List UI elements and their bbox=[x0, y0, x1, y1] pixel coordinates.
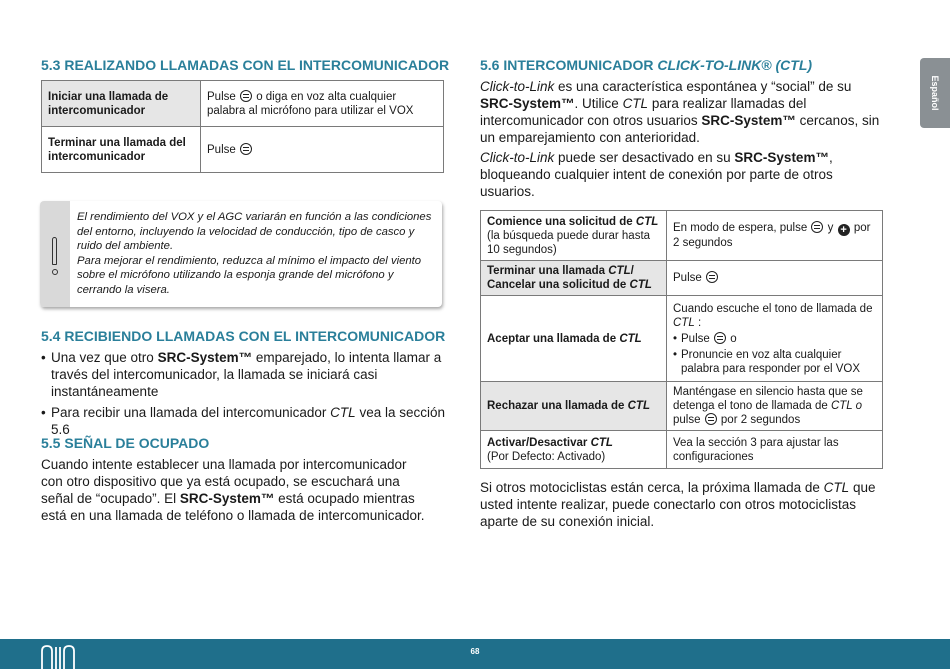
section-5-5-title: 5.5 SEÑAL DE OCUPADO bbox=[41, 435, 210, 451]
note-strip bbox=[40, 201, 70, 307]
section-5-3-title: 5.3 REALIZANDO LLAMADAS CON EL INTERCOMUNICADOR bbox=[41, 57, 450, 73]
value-text: Pulse bbox=[207, 143, 236, 156]
row-value bbox=[201, 81, 444, 127]
text: puede ser desactivado en su bbox=[558, 150, 731, 165]
ctl-term: CTL bbox=[590, 436, 613, 449]
value-text: por 2 segundos bbox=[720, 414, 801, 426]
intercom-button-icon bbox=[811, 221, 823, 233]
language-tab bbox=[920, 58, 950, 128]
note-box bbox=[40, 201, 442, 307]
value-text: Cuando escuche el tono de llamada de bbox=[673, 302, 873, 315]
note-line: Para mejorar el rendimiento, reduzca al mínimo el impacto del viento sobre el micrófono utilizando la esponja grande del micrófono y cerrando la visera. bbox=[77, 254, 422, 296]
list-item bbox=[41, 404, 446, 438]
plus-button-icon: + bbox=[838, 224, 850, 236]
table-row bbox=[481, 431, 883, 469]
list-item: • Pulse o bbox=[673, 332, 737, 345]
ctl-term: CTL bbox=[627, 400, 650, 412]
text: Click-to-Link bbox=[480, 79, 555, 94]
ctl-term: CTL bbox=[622, 96, 649, 111]
product-name: SRC-System™ bbox=[480, 96, 575, 111]
row-label bbox=[481, 261, 667, 296]
label-sub: (Por Defecto: Activado) bbox=[487, 450, 606, 463]
language-tab-label: Español bbox=[930, 75, 940, 111]
value-text: pulse bbox=[673, 414, 701, 426]
ctl-intro-paragraph bbox=[480, 78, 880, 146]
row-value bbox=[667, 296, 883, 382]
product-name: SRC-System™ bbox=[179, 491, 275, 506]
row-value bbox=[667, 211, 883, 261]
page-number: 68 bbox=[470, 647, 480, 656]
ctl-term: CTL o bbox=[830, 400, 863, 412]
row-label bbox=[481, 382, 667, 431]
table-row bbox=[481, 382, 883, 431]
ctl-term: CTL bbox=[673, 316, 695, 329]
value-text: Pulse bbox=[681, 332, 710, 345]
value-text: Pulse bbox=[673, 272, 702, 284]
text: emparejado, lo intenta llamar a través del intercomunicador, la llamada se iniciará casi instantáneamente bbox=[51, 350, 442, 399]
text: Para recibir una llamada del intercomunicador bbox=[51, 405, 327, 420]
ctl-term: CTL bbox=[330, 405, 356, 420]
text: , bloqueando cualquier intent de conexión por parte de otros usuarios. bbox=[480, 150, 833, 199]
row-label: Terminar una llamada del intercomunicador bbox=[42, 127, 201, 173]
label-text: Rechazar una llamada de bbox=[487, 400, 625, 412]
busy-signal-paragraph bbox=[41, 456, 431, 524]
value-text: En modo de espera, pulse bbox=[673, 222, 808, 234]
product-name: SRC-System™ bbox=[734, 150, 829, 165]
table-row bbox=[481, 211, 883, 261]
ctl-disable-paragraph bbox=[480, 149, 880, 200]
text: Click-to-Link bbox=[480, 150, 555, 165]
text: está ocupado mientras está en una llamada de teléfono o llamada de intercomunicador. bbox=[41, 491, 425, 523]
row-value: Vea la sección 3 para ajustar las configuraciones bbox=[667, 431, 883, 469]
label-sub: (la búsqueda puede durar hasta 10 segundos) bbox=[487, 229, 651, 256]
value-text: o bbox=[730, 332, 737, 345]
list-item: • Pronuncie en voz alta cualquier palabra para responder por el VOX bbox=[673, 348, 860, 375]
note-line: El rendimiento del VOX y el AGC variarán en función a las condiciones del entorno, incluyendo la velocidad de conducción, tipo de casco y ruido del ambiente. bbox=[77, 211, 432, 252]
row-label bbox=[481, 211, 667, 261]
text: cercanos, sin un emparejamiento con anterioridad. bbox=[480, 113, 880, 145]
section-5-6-title bbox=[480, 57, 812, 73]
exclamation-icon bbox=[51, 237, 59, 277]
intercom-button-icon bbox=[714, 332, 726, 344]
ctl-term: CTL bbox=[629, 279, 652, 291]
text: . Utilice bbox=[574, 96, 619, 111]
value-text: y bbox=[827, 222, 834, 234]
value-text: : bbox=[697, 316, 702, 329]
table-row bbox=[481, 296, 883, 382]
value-text: Manténgase en silencio hasta que se detenga el tono de llamada de bbox=[673, 386, 863, 412]
text: para realizar llamadas del intercomunicador con otros usuarios bbox=[480, 96, 807, 128]
section-5-4-title: 5.4 RECIBIENDO LLAMADAS CON EL INTERCOMUNICADOR bbox=[41, 328, 446, 344]
label-text: Aceptar una llamada de bbox=[487, 332, 617, 345]
text: Una vez que otro bbox=[51, 350, 154, 365]
ctl-term: CTL bbox=[608, 265, 631, 277]
text: que usted intente realizar, puede conectarlo con otros motociclistas aparte de su conexión inicial. bbox=[480, 480, 876, 529]
receive-call-list bbox=[41, 349, 446, 442]
list-item bbox=[41, 349, 446, 400]
row-label: Iniciar una llamada de intercomunicador bbox=[42, 81, 201, 127]
intercom-button-icon bbox=[705, 413, 717, 425]
value-text: o diga en voz alta cualquier palabra al micrófono para utilizar el VOX bbox=[207, 90, 414, 117]
text: Cuando intente establecer una llamada por intercomunicador con otro dispositivo que ya está ocupado, se escuchará una señal de “ocupado”. El bbox=[41, 457, 407, 506]
ctl-table bbox=[480, 210, 883, 469]
intercom-button-icon bbox=[706, 271, 718, 283]
text: Si otros motociclistas están cerca, la próxima llamada de bbox=[480, 480, 820, 495]
intercom-button-icon bbox=[240, 143, 252, 155]
intercom-call-table bbox=[41, 80, 444, 173]
value-text: Pronuncie en voz alta cualquier palabra para responder por el VOX bbox=[681, 348, 860, 375]
label-text: Terminar una llamada bbox=[487, 265, 606, 277]
ctl-term: CTL bbox=[619, 332, 642, 345]
ctl-proximity-paragraph bbox=[480, 479, 880, 530]
row-label bbox=[481, 431, 667, 469]
value-text: Pulse bbox=[207, 90, 236, 103]
page-footer bbox=[0, 639, 950, 669]
table-row bbox=[42, 127, 444, 173]
table-row bbox=[481, 261, 883, 296]
product-name: SRC-System™ bbox=[701, 113, 796, 128]
text: es una característica espontánea y “social” de su bbox=[558, 79, 852, 94]
note-text bbox=[77, 210, 432, 297]
row-value bbox=[201, 127, 444, 173]
title-text: 5.6 INTERCOMUNICADOR bbox=[480, 57, 654, 73]
label-text: Comience una solicitud de bbox=[487, 215, 633, 228]
ctl-term: CTL bbox=[823, 480, 850, 495]
title-text: CLICK-TO-LINK® (CTL) bbox=[657, 57, 813, 73]
label-text: Activar/Desactivar bbox=[487, 436, 588, 449]
table-row bbox=[42, 81, 444, 127]
product-name: SRC-System™ bbox=[157, 350, 253, 365]
intercom-button-icon bbox=[240, 90, 252, 102]
row-label bbox=[481, 296, 667, 382]
text: vea la sección 5.6 bbox=[51, 405, 446, 437]
row-value bbox=[667, 261, 883, 296]
label-text: / Cancelar una solicitud de bbox=[487, 265, 634, 291]
value-text: por 2 segundos bbox=[673, 222, 871, 249]
row-value bbox=[667, 382, 883, 431]
ctl-term: CTL bbox=[635, 215, 659, 228]
